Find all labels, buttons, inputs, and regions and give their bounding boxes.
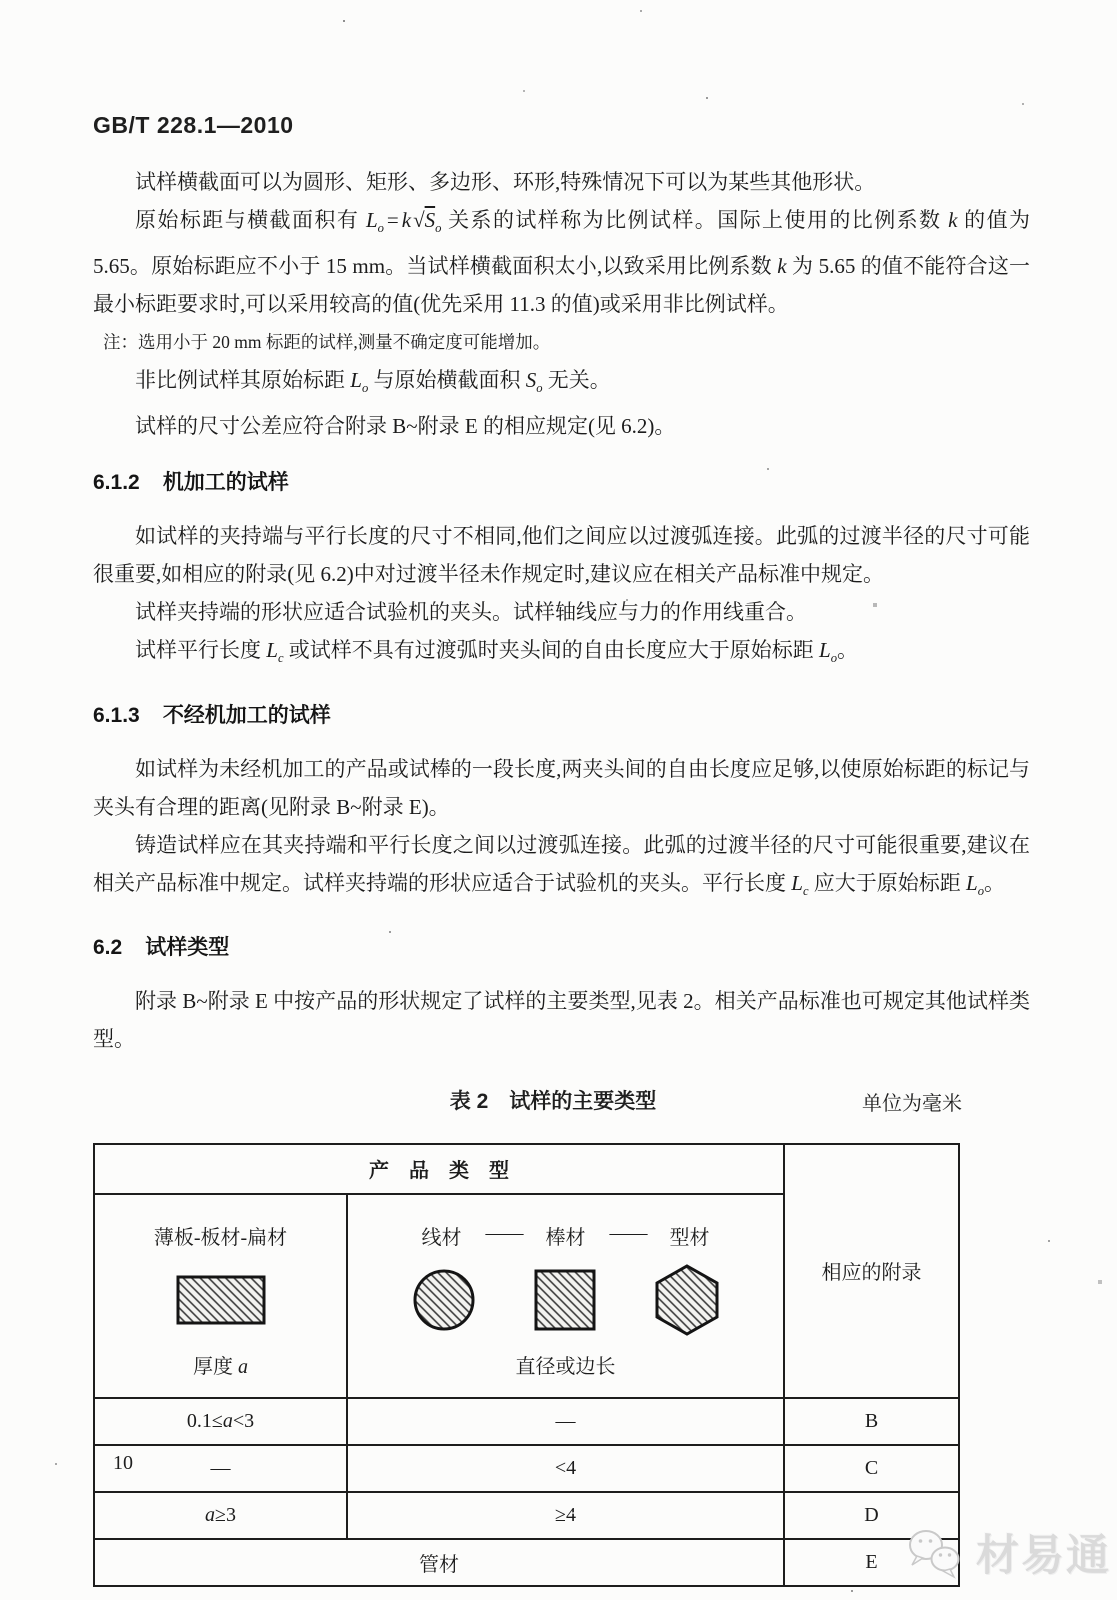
text-run: 。 bbox=[837, 638, 859, 663]
text-run: 的值为 5.65。原始标距应不小于 15 mm。当试样横截面积太小,以致采用比例系数 bbox=[93, 208, 1031, 279]
radical-sign: √ bbox=[413, 208, 425, 232]
table-2-specimen-types bbox=[93, 1143, 960, 1587]
sheet-range-cell bbox=[94, 1492, 347, 1539]
product-type-header-cell: 产 品 类 型 bbox=[94, 1144, 784, 1194]
sheet-range-cell bbox=[94, 1398, 347, 1445]
text-run: 无关。 bbox=[542, 368, 611, 393]
dash-separator: —— bbox=[485, 1221, 522, 1244]
thickness-label bbox=[193, 1350, 248, 1379]
variable-L: L bbox=[966, 870, 978, 895]
text-run: 为 5.65 的值不能符合这一最小标距要求时,可以采用较高的值(优先采用 11.3 的值)或采用非比例试样。 bbox=[93, 254, 1030, 317]
table-header-row bbox=[94, 1144, 959, 1194]
variable-a: a bbox=[222, 1409, 233, 1432]
watermark bbox=[904, 1522, 1111, 1583]
text-run: 或试样不具有过渡弧时夹头间的自由长度应大于原始标距 bbox=[283, 638, 820, 663]
text-run: 试样平行长度 bbox=[135, 638, 267, 663]
text-run: ≥3 bbox=[215, 1503, 236, 1526]
paragraph-machined-2: 试样夹持端的形状应适合试验机的夹头。试样轴线应与力的作用线重合。 bbox=[135, 600, 807, 625]
text-run: 厚度 bbox=[193, 1355, 238, 1378]
bar-range-cell: ≥4 bbox=[347, 1492, 784, 1539]
hatched-rectangle-icon bbox=[176, 1275, 266, 1325]
section-title: 试样类型 bbox=[145, 935, 230, 959]
standard-number: GB/T 228.1—2010 bbox=[93, 112, 294, 138]
variable-a: a bbox=[205, 1503, 215, 1526]
text-run: 0.1≤ bbox=[186, 1409, 223, 1432]
profile-label: 型材 bbox=[669, 1226, 710, 1249]
section-heading-6-1-2 bbox=[93, 466, 1030, 496]
subscript-c: c bbox=[277, 651, 284, 666]
appendix-cell: C bbox=[784, 1445, 959, 1492]
watermark-text: 材易通 bbox=[976, 1532, 1111, 1580]
subscript-c: c bbox=[802, 883, 809, 898]
equals-sign: = bbox=[386, 208, 399, 232]
bar-labels bbox=[422, 1221, 710, 1250]
section-heading-6-1-3 bbox=[93, 699, 1030, 729]
unit-note: 单位为毫米 bbox=[862, 1092, 962, 1115]
hatched-hexagon-icon bbox=[654, 1264, 720, 1336]
dash-separator: —— bbox=[609, 1221, 646, 1244]
variable-k: k bbox=[401, 208, 412, 232]
sheet-products-cell bbox=[94, 1194, 347, 1398]
text-run: 关系的试样称为比例试样。国际上使用的比例系数 bbox=[441, 208, 949, 232]
section-title: 机加工的试样 bbox=[162, 471, 289, 495]
section-number: 6.1.2 bbox=[93, 471, 140, 495]
paragraph-unmachined-2 bbox=[93, 826, 1030, 910]
subscript-o: o bbox=[830, 651, 838, 666]
appendix-cell: B bbox=[784, 1398, 959, 1445]
table-row-b bbox=[94, 1398, 959, 1445]
subscript-o: o bbox=[377, 221, 384, 236]
variable-k: k bbox=[777, 254, 787, 279]
subscript-o: o bbox=[435, 221, 442, 236]
scan-noise bbox=[0, 0, 2, 2]
paragraph-machined-1: 如试样的夹持端与平行长度的尺寸不相同,他们之间应以过渡弧连接。此弧的过渡半径的尺寸可能很重要,如相应的附录(见 6.2)中对过渡半径未作规定时,建议应在相关产品标准中规定。 bbox=[93, 524, 1030, 587]
variable-k: k bbox=[948, 208, 958, 232]
variable-L: L bbox=[350, 368, 362, 393]
bar-shapes bbox=[412, 1264, 720, 1336]
paragraph-tolerance: 试样的尺寸公差应符合附录 B~附录 E 的相应规定(见 6.2)。 bbox=[135, 414, 676, 439]
appendix-header-cell: 相应的附录 bbox=[784, 1144, 959, 1398]
bar-products-cell bbox=[347, 1194, 784, 1398]
sheet-range-cell: — bbox=[94, 1445, 347, 1492]
table-row-d bbox=[94, 1492, 959, 1539]
table-row-e bbox=[94, 1539, 959, 1586]
text-run: 应大于原始标距 bbox=[808, 870, 967, 895]
paragraph-unmachined-1: 如试样为未经机加工的产品或试棒的一段长度,两夹头间的自由长度应足够,以使原始标距的标记与夹头有合理的距离(见附录 B~附录 E)。 bbox=[93, 756, 1030, 819]
wire-label: 线材 bbox=[421, 1226, 462, 1249]
paragraph-specimen-types: 附录 B~附录 E 中按产品的形状规定了试样的主要类型,见表 2。相关产品标准也可规定其他试样类型。 bbox=[93, 988, 1030, 1051]
appendix-cell: D bbox=[784, 1492, 959, 1539]
text-run: 铸造试样应在其夹持端和平行长度之间以过渡弧连接。此弧的过渡半径的尺寸可能很重要,建议在相关产品标准中规定。试样夹持端的形状应适合于试验机的夹头。平行长度 bbox=[93, 832, 1030, 895]
variable-L: L bbox=[365, 208, 378, 232]
variable-L: L bbox=[791, 870, 803, 895]
text-run: 与原始横截面积 bbox=[368, 368, 526, 393]
variable-S: S bbox=[525, 368, 537, 393]
variable-S: S bbox=[424, 208, 436, 232]
text-run: <3 bbox=[232, 1409, 255, 1432]
sheet-label: 薄板-板材-扁材 bbox=[153, 1226, 288, 1249]
paragraph-proportional bbox=[93, 201, 1030, 323]
tube-cell: 管材 bbox=[94, 1539, 784, 1586]
appendix-cell: E bbox=[784, 1539, 959, 1586]
wechat-icon bbox=[904, 1526, 968, 1580]
text-run: 。 bbox=[984, 870, 1006, 895]
bar-range-cell: — bbox=[347, 1398, 784, 1445]
section-number: 6.2 bbox=[93, 935, 123, 959]
subscript-o: o bbox=[536, 381, 543, 396]
note: 注：选用小于 20 mm 标距的试样,测量不确定度可能增加。 bbox=[103, 332, 551, 353]
subscript-o: o bbox=[361, 381, 369, 396]
variable-L: L bbox=[819, 638, 831, 663]
bar-range-cell: <4 bbox=[347, 1445, 784, 1492]
hatched-square-icon bbox=[534, 1269, 596, 1331]
page-number: 10 bbox=[113, 1452, 133, 1474]
hatched-circle-icon bbox=[412, 1268, 476, 1332]
section-title: 不经机加工的试样 bbox=[162, 703, 331, 727]
text-run: 原始标距与横截面积有 bbox=[135, 208, 366, 232]
variable-a: a bbox=[238, 1355, 248, 1378]
section-number: 6.1.3 bbox=[93, 703, 140, 727]
diameter-label: 直径或边长 bbox=[515, 1355, 616, 1378]
paragraph-cross-section: 试样横截面可以为圆形、矩形、多边形、环形,特殊情况下可以为某些其他形状。 bbox=[135, 170, 876, 194]
table-caption: 表 2 试样的主要类型 bbox=[449, 1089, 657, 1113]
text-run: 非比例试样其原始标距 bbox=[135, 368, 351, 393]
paragraph-machined-3 bbox=[93, 631, 1030, 677]
subscript-o: o bbox=[977, 883, 985, 898]
paragraph-nonproportional bbox=[93, 361, 1030, 407]
table-caption-row bbox=[93, 1085, 1030, 1117]
section-heading-6-2 bbox=[93, 931, 1030, 961]
bar-label: 棒材 bbox=[545, 1226, 586, 1249]
variable-L: L bbox=[266, 638, 278, 663]
table-row-c bbox=[94, 1445, 959, 1492]
